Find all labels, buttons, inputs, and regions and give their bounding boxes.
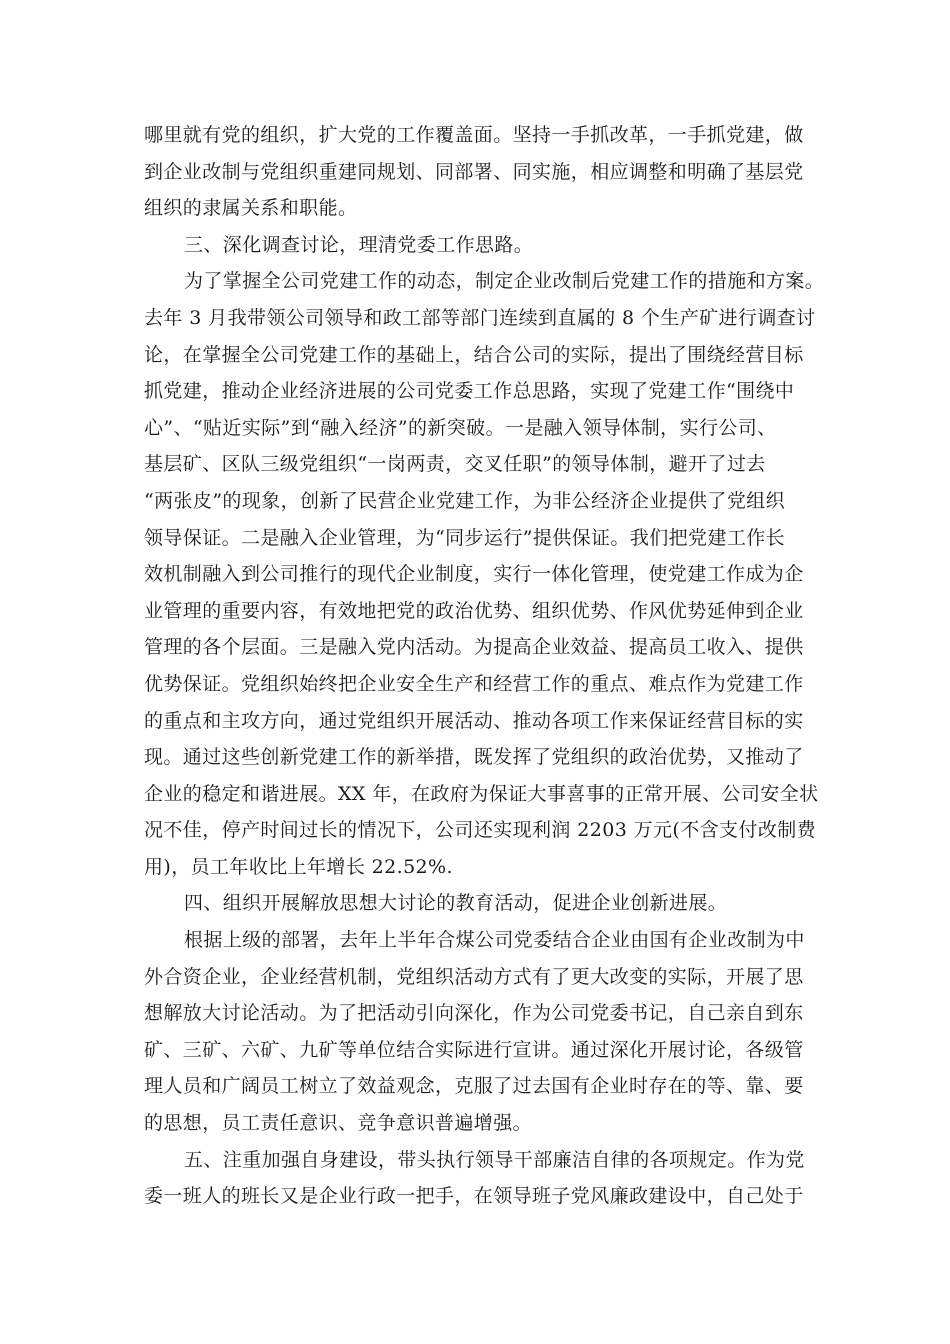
text-line: 况不佳，停产时间过长的情况下，公司还实现利润 2203 万元(不含支付改制费 (144, 819, 817, 842)
text-line: “两张皮”的现象，创新了民营企业党建工作，为非公经济企业提供了党组织 (144, 489, 786, 512)
text-line: 哪里就有党的组织，扩大党的工作覆盖面。坚持一手抓改革，一手抓党建，做 (144, 124, 804, 146)
text-line: 现。通过这些创新党建工作的新举措，既发挥了党组织的政治优势，又推动了 (144, 746, 804, 769)
text-line: 基层矿、区队三级党组织“一岗两责，交叉任职”的领导体制，避开了过去 (144, 453, 766, 476)
text-line: 组织的隶属关系和职能。 (144, 197, 358, 220)
text-line: 矿、三矿、六矿、九矿等单位结合实际进行宣讲。通过深化开展讨论，各级管 (144, 1038, 804, 1061)
text-line: 理人员和广阔员工树立了效益观念，克服了过去国有企业时存在的等、靠、要 (144, 1075, 804, 1098)
text-line: 用)，员工年收比上年增长 22.52%. (144, 855, 453, 878)
text-line: 优势保证。党组织始终把企业安全生产和经营工作的重点、难点作为党建工作 (144, 672, 804, 695)
text-line: 领导保证。二是融入企业管理，为“同步运行”提供保证。我们把党建工作长 (144, 526, 786, 549)
text-line: 业管理的重要内容，有效地把党的政治优势、组织优势、作风优势延伸到企业 (144, 599, 804, 622)
text-line: 三、深化调查讨论，理清党委工作思路。 (184, 233, 534, 256)
text-line: 去年 3 月我带领公司领导和政工部等部门连续到直属的 8 个生产矿进行调查讨 (144, 306, 816, 329)
text-line: 根据上级的部署，去年上半年合煤公司党委结合企业由国有企业改制为中 (184, 929, 805, 952)
text-line: 抓党建，推动企业经济进展的公司党委工作总思路，实现了党建工作“围绕中 (144, 380, 795, 403)
text-line: 到企业改制与党组织重建同规划、同部署、同实施，相应调整和明确了基层党 (144, 160, 804, 183)
text-line: 的思想，员工责任意识、竞争意识普遍增强。 (144, 1112, 533, 1135)
text-line: 管理的各个层面。三是融入党内活动。为提高企业效益、提高员工收入、提供 (144, 636, 804, 659)
text-line: 心”、“贴近实际”到“融入经济”的新突破。一是融入领导体制，实行公司、 (144, 416, 777, 439)
text-line: 五、注重加强自身建设，带头执行领导干部廉洁自律的各项规定。作为党 (184, 1148, 805, 1171)
text-line: 委一班人的班长又是企业行政一把手，在领导班子党风廉政建设中，自己处于 (144, 1185, 804, 1208)
text-line: 效机制融入到公司推行的现代企业制度，实行一体化管理，使党建工作成为企 (144, 563, 804, 586)
document-body (144, 117, 824, 1215)
text-line: 论，在掌握全公司党建工作的基础上，结合公司的实际，提出了围绕经营目标 (144, 343, 804, 366)
text-line: 外合资企业，企业经营机制，党组织活动方式有了更大改变的实际，开展了思 (144, 965, 804, 988)
text-line: 想解放大讨论活动。为了把活动引向深化，作为公司党委书记，自己亲自到东 (144, 1002, 804, 1025)
text-line: 四、组织开展解放思想大讨论的教育活动，促进企业创新进展。 (184, 892, 728, 915)
text-line: 企业的稳定和谐进展。XX 年，在政府为保证大事喜事的正常开展、公司安全状 (144, 782, 819, 805)
text-line: 为了掌握全公司党建工作的动态，制定企业改制后党建工作的措施和方案。 (184, 270, 825, 293)
text-line: 的重点和主攻方向，通过党组织开展活动、推动各项工作来保证经营目标的实 (144, 709, 804, 732)
